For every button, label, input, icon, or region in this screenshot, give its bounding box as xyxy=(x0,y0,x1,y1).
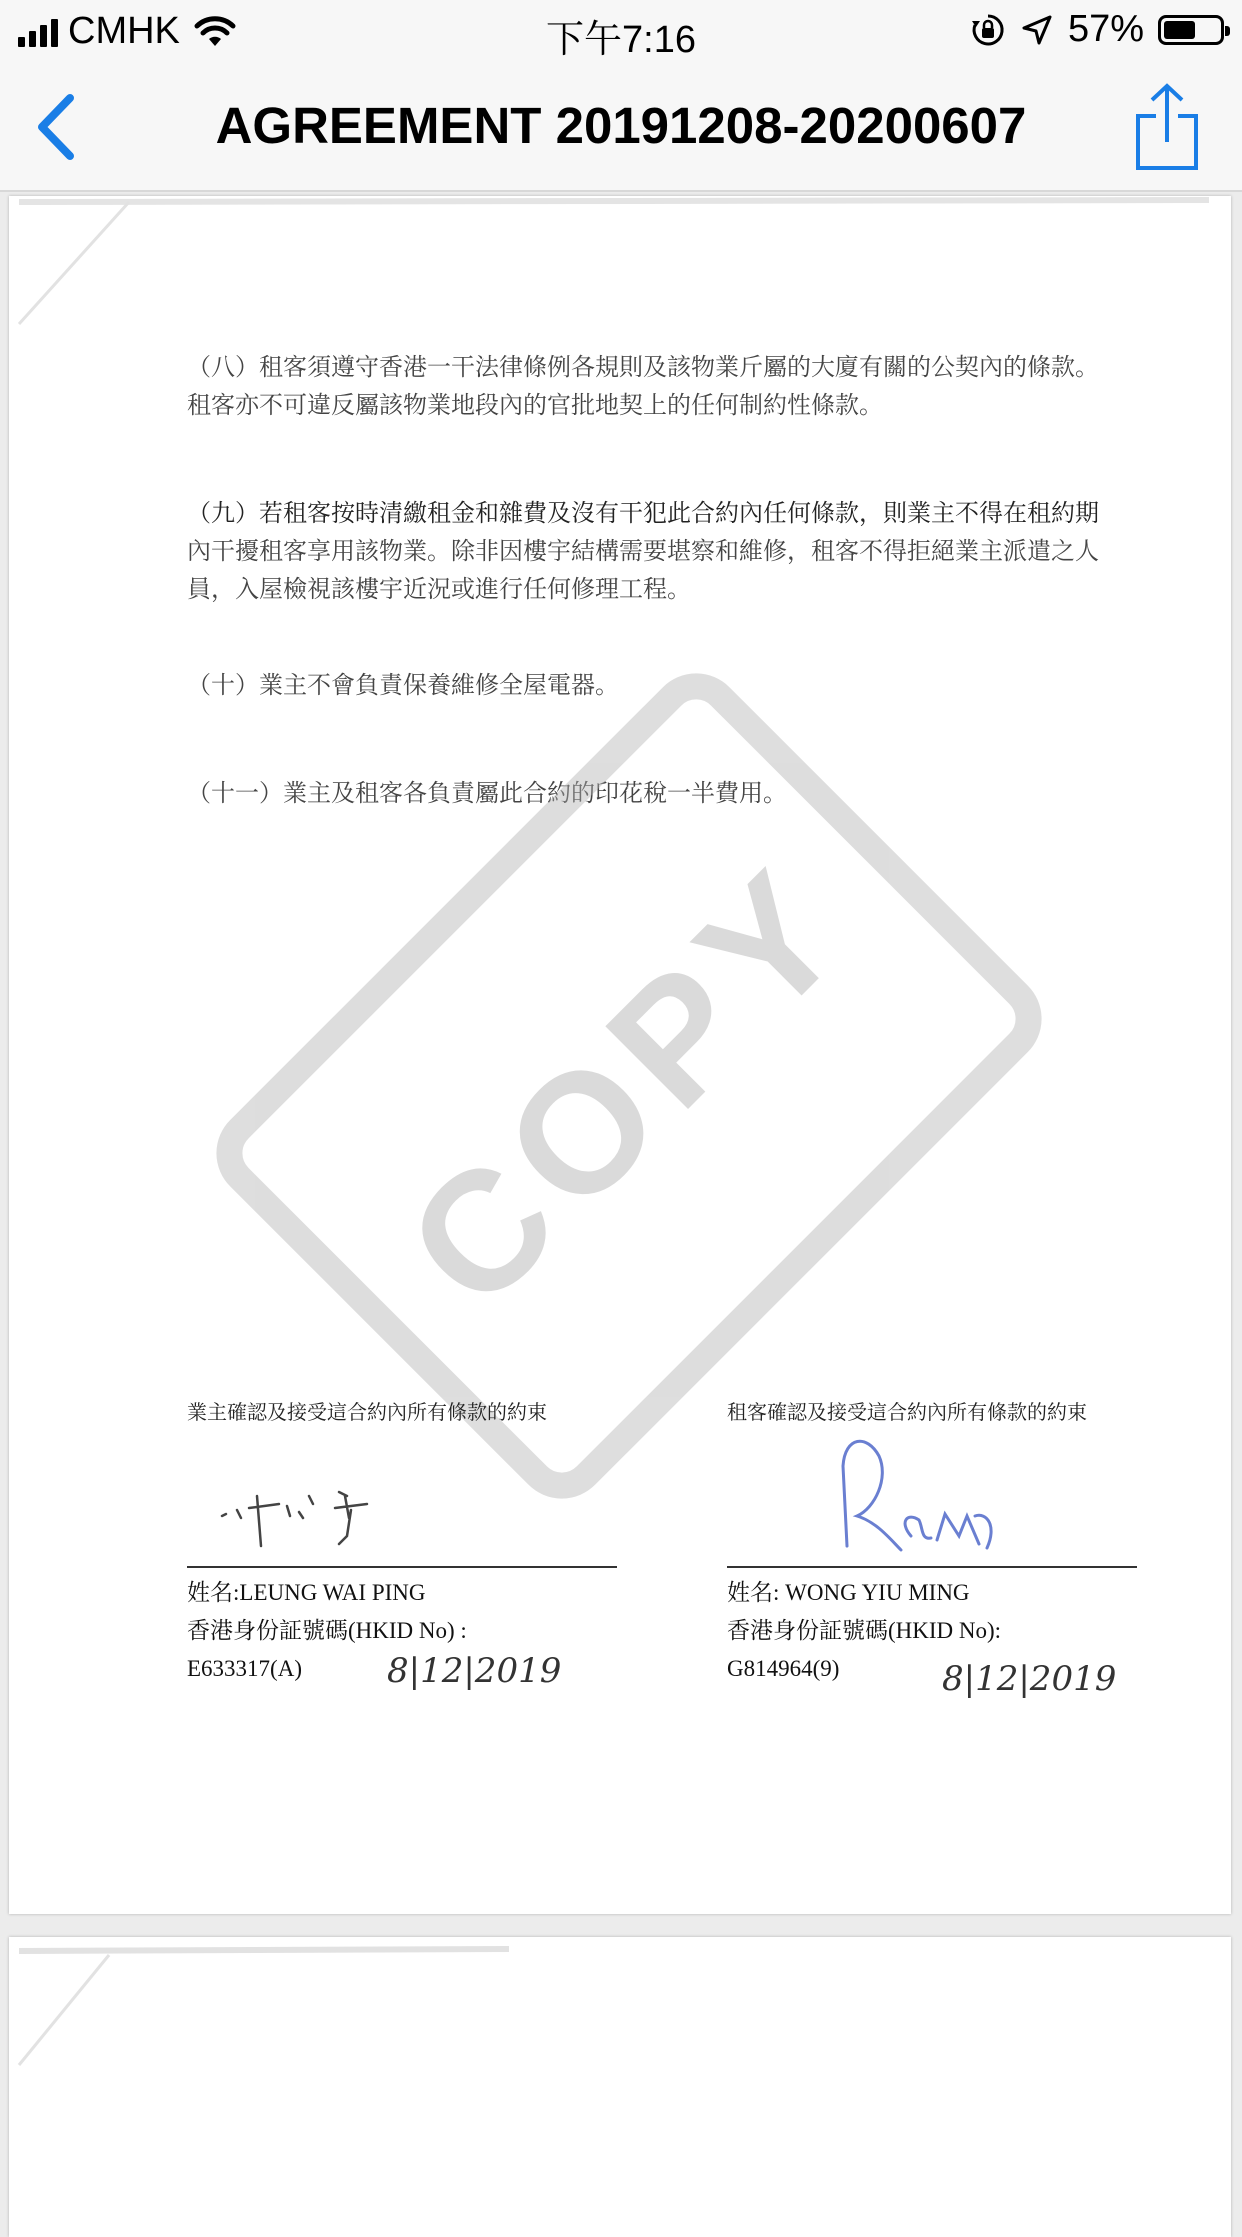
landlord-caption: 業主確認及接受這合約內所有條款的約束 xyxy=(187,1400,547,1424)
tenant-signature-block xyxy=(727,1396,1137,1699)
document-title: AGREEMENT 20191208-20200607 xyxy=(215,97,1027,154)
clause-10: （十）業主不會負責保養維修全屋電器。 xyxy=(187,671,619,699)
landlord-id-label: 香港身份証號碼(HKID No) : xyxy=(187,1618,467,1643)
share-button[interactable] xyxy=(1132,82,1202,172)
tenant-signature-area xyxy=(727,1426,1137,1566)
landlord-date: 8|12|2019 xyxy=(387,1651,562,1691)
scan-edge-artifact xyxy=(9,1937,1231,2077)
document-page-1[interactable] xyxy=(9,196,1231,1914)
tenant-date: 8|12|2019 xyxy=(942,1659,1117,1699)
tenant-name: 姓名: WONG YIU MING xyxy=(727,1580,970,1605)
landlord-signature xyxy=(217,1426,477,1566)
chevron-left-icon xyxy=(28,90,88,164)
location-arrow-icon xyxy=(1020,13,1054,47)
clause-9-line-1: （九）若租客按時清繳租金和雜費及沒有干犯此合約內任何條款，則業主不得在租約期 xyxy=(187,499,1099,527)
share-icon xyxy=(1132,82,1202,172)
tenant-id-label: 香港身份証號碼(HKID No): xyxy=(727,1618,1002,1643)
back-button[interactable] xyxy=(28,90,88,164)
watermark-text: COPY xyxy=(371,828,887,1344)
tenant-id-number: G814964(9) xyxy=(727,1656,840,1681)
document-page-2[interactable] xyxy=(9,1937,1231,2237)
status-time: 下午7:16 xyxy=(546,19,696,61)
clause-9-line-3: 員，入屋檢視該樓宇近況或進行任何修理工程。 xyxy=(187,575,691,603)
landlord-id-number: E633317(A) xyxy=(187,1656,302,1681)
navigation-bar xyxy=(0,62,1242,192)
landlord-signature-line xyxy=(187,1566,617,1568)
tenant-signature-line xyxy=(727,1566,1137,1568)
status-right xyxy=(970,8,1224,51)
orientation-lock-icon xyxy=(970,12,1006,48)
clause-8-line-2: 租客亦不可違反屬該物業地段內的官批地契上的任何制約性條款。 xyxy=(187,391,883,419)
carrier-name: CMHK xyxy=(68,10,180,52)
landlord-signature-block xyxy=(187,1396,617,1691)
landlord-signature-area xyxy=(187,1426,617,1566)
landlord-name: 姓名:LEUNG WAI PING xyxy=(187,1580,426,1605)
clause-8-line-1: （八）租客須遵守香港一干法律條例各規則及該物業斤屬的大廈有關的公契內的條款。 xyxy=(187,353,1099,381)
status-bar xyxy=(0,0,1242,62)
battery-percent: 57% xyxy=(1067,8,1144,50)
clause-9-line-2: 內干擾租客享用該物業。除非因樓宇結構需要堪察和維修，租客不得拒絕業主派遣之人 xyxy=(187,537,1099,565)
clause-11: （十一）業主及租客各負責屬此合約的印花稅一半費用。 xyxy=(187,779,787,807)
battery-icon xyxy=(1158,15,1224,45)
tenant-caption: 租客確認及接受這合約內所有條款的約束 xyxy=(727,1400,1087,1424)
tenant-signature xyxy=(827,1416,1087,1556)
